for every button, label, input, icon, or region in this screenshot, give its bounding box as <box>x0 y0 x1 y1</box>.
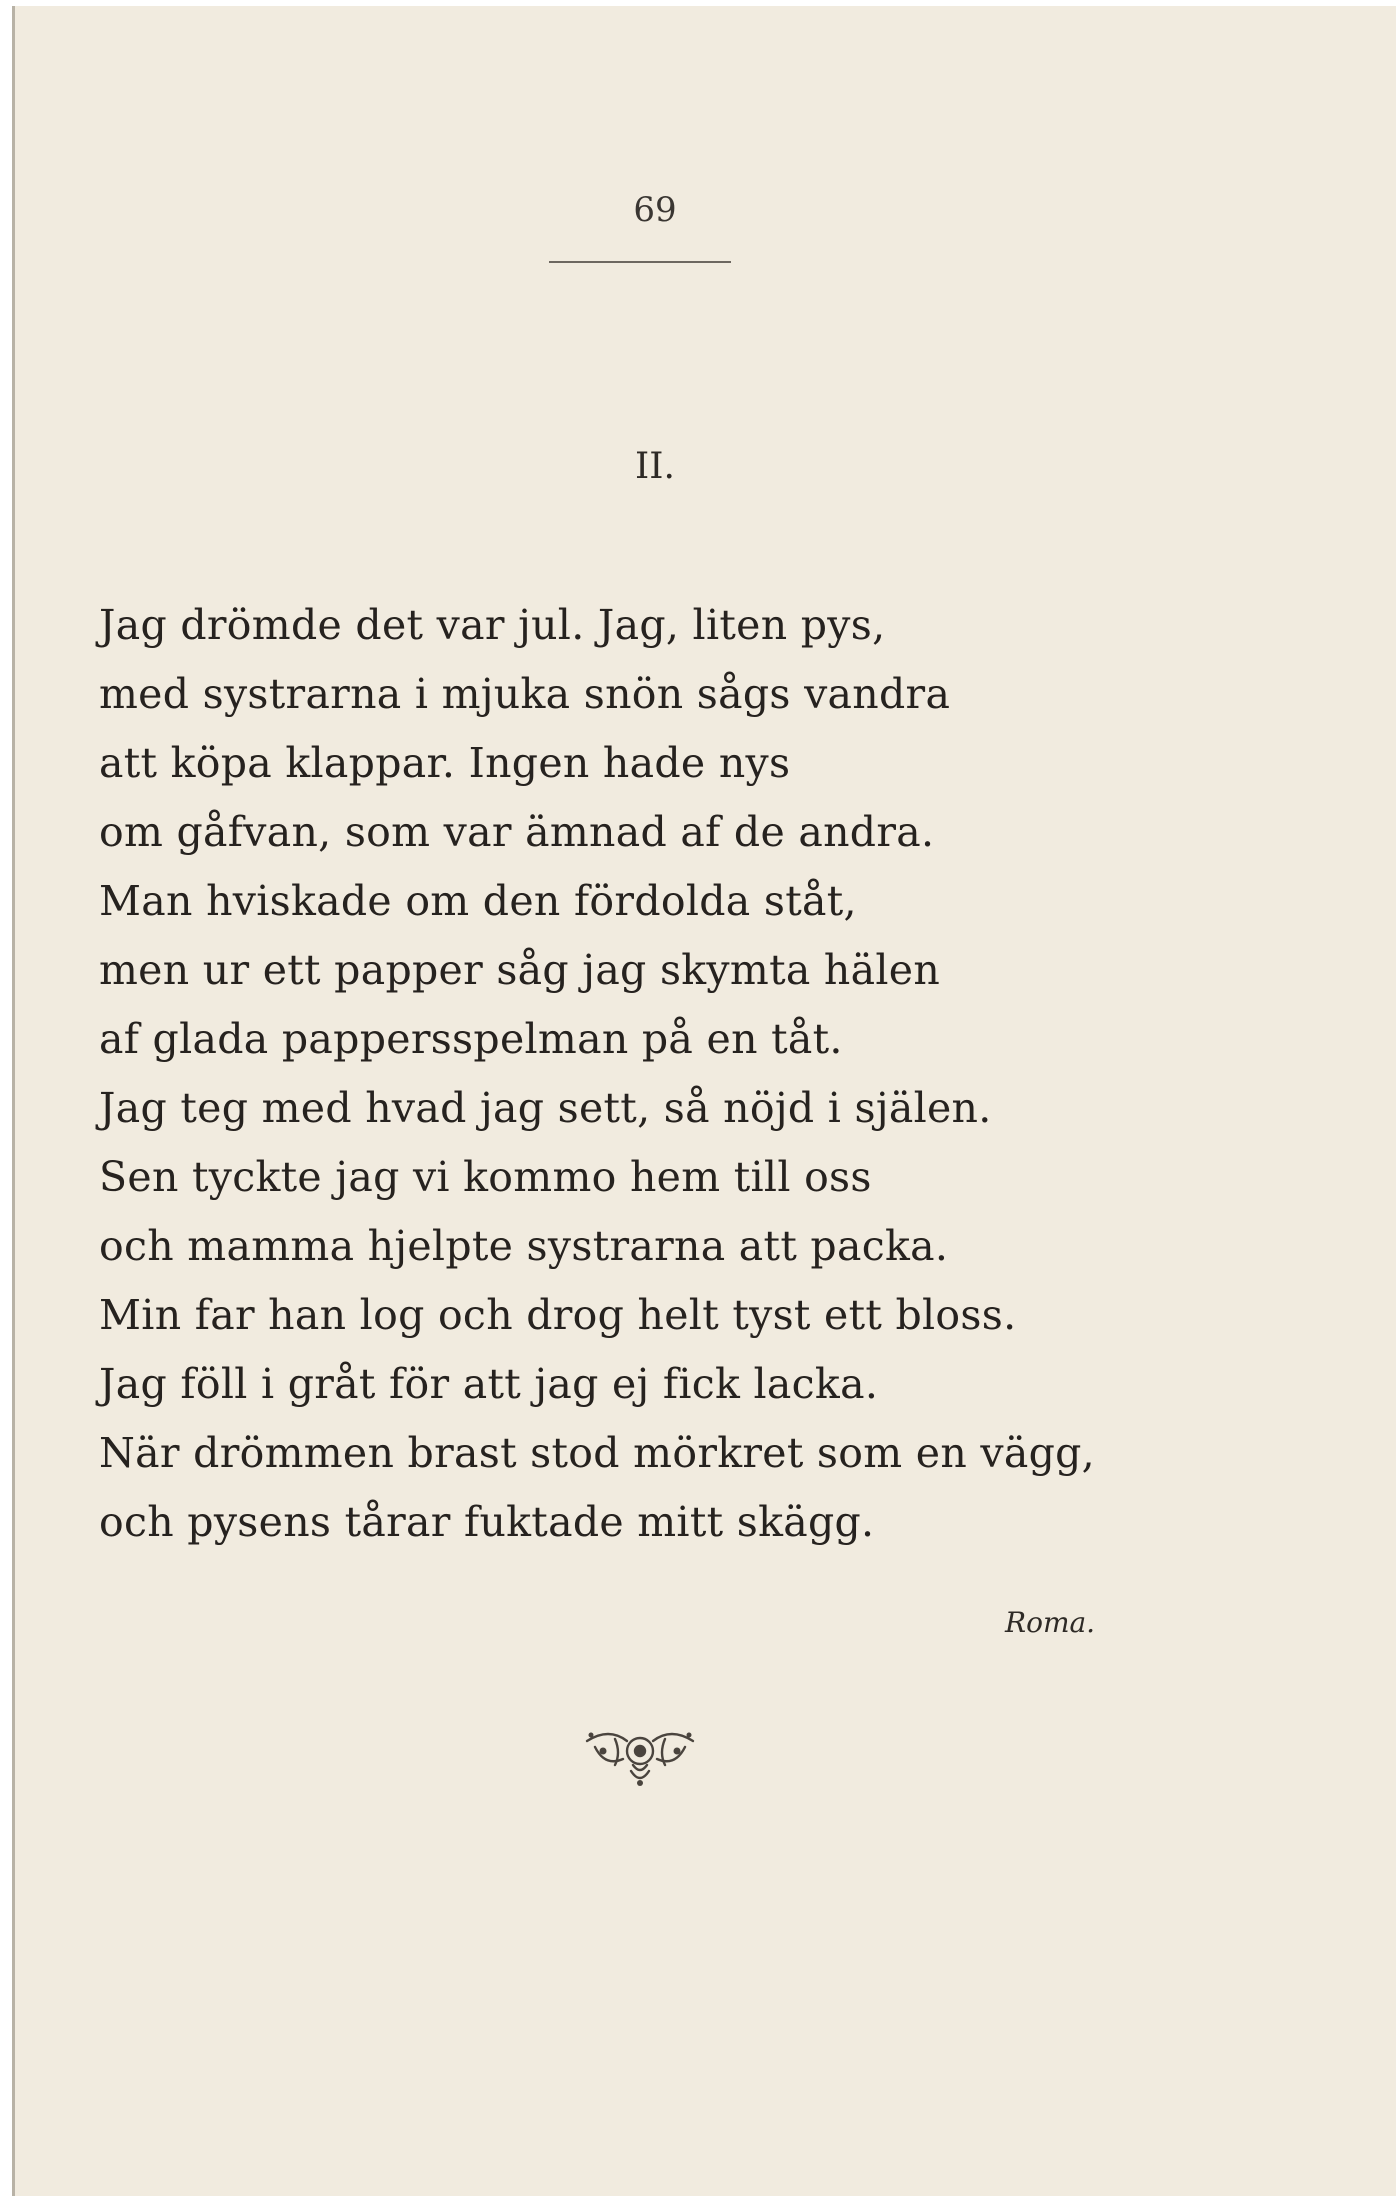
poem-line: med systrarna i mjuka snön sågs vandra <box>99 670 951 718</box>
poem-line: att köpa klappar. Ingen hade nys <box>99 739 791 787</box>
poem <box>99 591 1095 1557</box>
poem-line: af glada pappersspelman på en tåt. <box>99 1015 843 1063</box>
poem-line: om gåfvan, som var ämnad af de andra. <box>99 808 935 856</box>
poem-line: Man hviskade om den fördolda ståt, <box>99 877 857 925</box>
ornament-vignette-icon <box>575 1721 705 1791</box>
author-signature: Roma. <box>1005 1606 1096 1639</box>
poem-line: När drömmen brast stod mörkret som en vägg, <box>99 1429 1095 1477</box>
poem-line: Jag föll i gråt för att jag ej fick lacka. <box>99 1360 879 1408</box>
book-page <box>12 6 1396 2196</box>
section-numeral: II. <box>635 446 675 487</box>
poem-line: Sen tyckte jag vi kommo hem till oss <box>99 1153 872 1201</box>
poem-line: men ur ett papper såg jag skymta hälen <box>99 946 941 994</box>
poem-line: Jag teg med hvad jag sett, så nöjd i själen. <box>99 1084 992 1132</box>
page-number: 69 <box>633 190 677 230</box>
poem-line: Min far han log och drog helt tyst ett bloss. <box>99 1291 1017 1339</box>
header-rule <box>549 261 731 263</box>
poem-line: och pysens tårar fuktade mitt skägg. <box>99 1498 875 1546</box>
poem-line: och mamma hjelpte systrarna att packa. <box>99 1222 949 1270</box>
poem-line: Jag drömde det var jul. Jag, liten pys, <box>99 601 886 649</box>
